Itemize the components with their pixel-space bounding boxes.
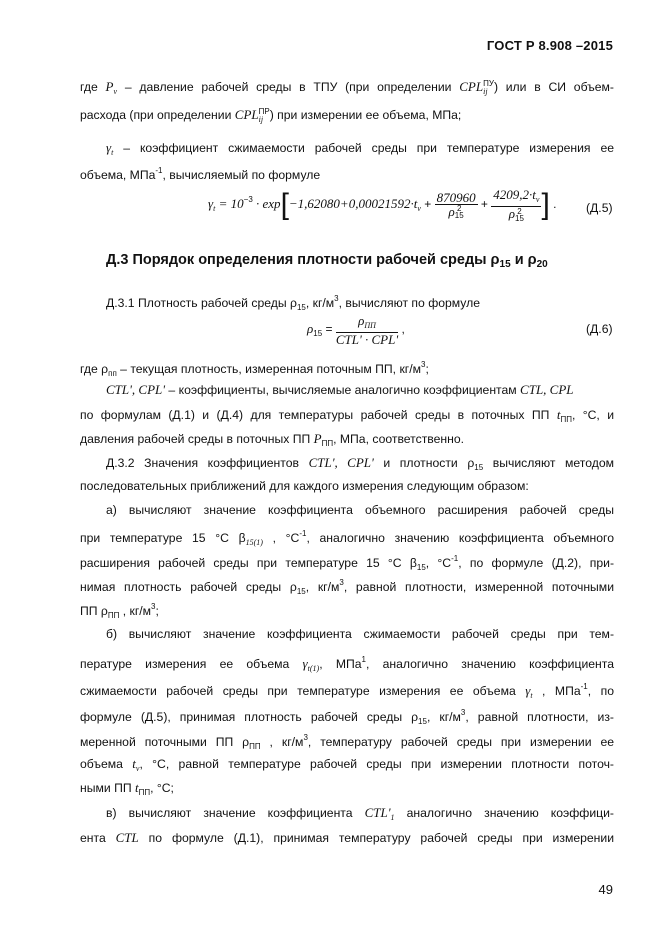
para-gamma-line1: $\gamma_t$ – коэффициент сжимаемости рабочей среды при температуре измерения ее — [106, 140, 614, 157]
equation-number-d6: (Д.6) — [586, 322, 613, 336]
para-a-line1: а) вычисляют значение коэффициента объемного расширения рабочей среды — [106, 503, 614, 517]
para-b-line1: б) вычисляют значение коэффициента сжимаемости рабочей среды при тем- — [106, 627, 614, 641]
equation-d6: $\rho_{15}$ = $\frac{\rho_{ПП}}{\text{CTL' · CPL'}}$ , — [307, 313, 405, 347]
para-ctl-line1: CTL', CPL' – коэффициенты, вычисляемые аналогично коэффициентам CTL, CPL — [106, 382, 574, 397]
para-b-line3: сжимаемости рабочей среды при температуре измерения ее объема $\gamma_t$ , МПа$^{-1}$, по — [80, 682, 614, 700]
equation-d5: $\gamma_t = 10^{-3} \cdot \exp[-1,62080+0,00021592\cdot t_v$ + 870960 ρ 2 15 + $4209,2\cdot t_v$ ρ 2 15 ] . — [208, 187, 557, 223]
equation-number-d5: (Д.5) — [586, 201, 613, 215]
para-v-line2: ента CTL по формуле (Д.1), принимая температуру рабочей среды при измерении — [80, 830, 615, 845]
fraction-1: 870960 ρ 2 15 — [436, 189, 476, 221]
para-ctl-line2: по формулам (Д.1) и (Д.4) для температуры рабочей среды в поточных ПП $t_{ПП}$, °С, и — [80, 407, 614, 424]
section-heading: Д.3 Порядок определения плотности рабочей среды $\rho_{15}$ и $\rho_{20}$ — [106, 252, 548, 270]
para-b-line4: формуле (Д.5), принимая плотность рабочей среды $\rho_{15}$, $кг/м^3$, равной плотности, из- — [80, 708, 614, 726]
para-v-line1: в) вычисляют значение коэффициента $CTL'_1$ аналогично значению коэффици- — [106, 805, 614, 822]
para-d32-line2: последовательных приближений для каждого измерения следующим образом: — [80, 479, 529, 493]
para-b-line5: меренной поточными ПП $\rho_{ПП}$ , $кг/м^3$, температуру рабочей среды при измерении ее — [80, 733, 615, 751]
para-pv-line1: где $P_v$ – давление рабочей среды в ТПУ (при определении CPL ПУ ij ) или в СИ объем- — [80, 79, 614, 97]
fraction-d6: $\frac{\rho_{ПП}}{\text{CTL' · CPL'}}$ — [335, 313, 399, 347]
para-pv-line2: расхода (при определении CPL ПР ij ) при измерении ее объема, МПа; — [80, 107, 462, 124]
para-a-line3: расширения рабочей среды при температуре 15 °С $\beta_{15}$, $^\circ С^{-1}$, по формуле (Д.2), при- — [80, 554, 614, 572]
para-b-line7: ными ПП $t_{ПП}$, °С; — [80, 780, 174, 797]
para-b-line6: объема $t_v$, °С, равной температуре рабочей среды при измерении плотности поточ- — [80, 756, 614, 773]
para-ctl-line3: давления рабочей среды в поточных ПП $P_{ПП}$, МПа, соответственно. — [80, 431, 465, 448]
fraction-2: $4209,2\cdot t_v$ ρ 2 15 — [493, 187, 540, 223]
para-b-line2: пературе измерения ее объема $\gamma_{t(1)}$, МПа$^1$, аналогично значению коэффициента — [80, 655, 614, 673]
para-d32-line1: Д.3.2 Значения коэффициентов CTL', CPL' и плотности $\rho_{15}$ вычисляют методом — [106, 455, 614, 472]
running-header: ГОСТ Р 8.908 –2015 — [486, 38, 613, 53]
page-number: 49 — [598, 882, 613, 897]
para-a-line4: нимая плотность рабочей среды $\rho_{15}$, $кг/м^3$, равной плотности, измеренной поточными — [80, 578, 614, 596]
para-gamma-line2: объема, МПа$^{-1}$, вычисляемый по формуле — [80, 166, 321, 182]
para-rho-pp: где $\rho_{пп}$ – текущая плотность, измеренная поточным ПП, $кг/м^3$; — [80, 360, 429, 378]
para-a-line5: ПП $\rho_{ПП}$ , $кг/м^3$; — [80, 602, 159, 620]
para-d31: Д.3.1 Плотность рабочей среды $\rho_{15}$, $кг/м^3$, вычисляют по формуле — [106, 294, 481, 312]
para-a-line2: при температуре 15 °С $\beta_{15(1)}$ , $^\circ С^{-1}$, аналогично значению коэффициента объемного — [80, 529, 614, 547]
